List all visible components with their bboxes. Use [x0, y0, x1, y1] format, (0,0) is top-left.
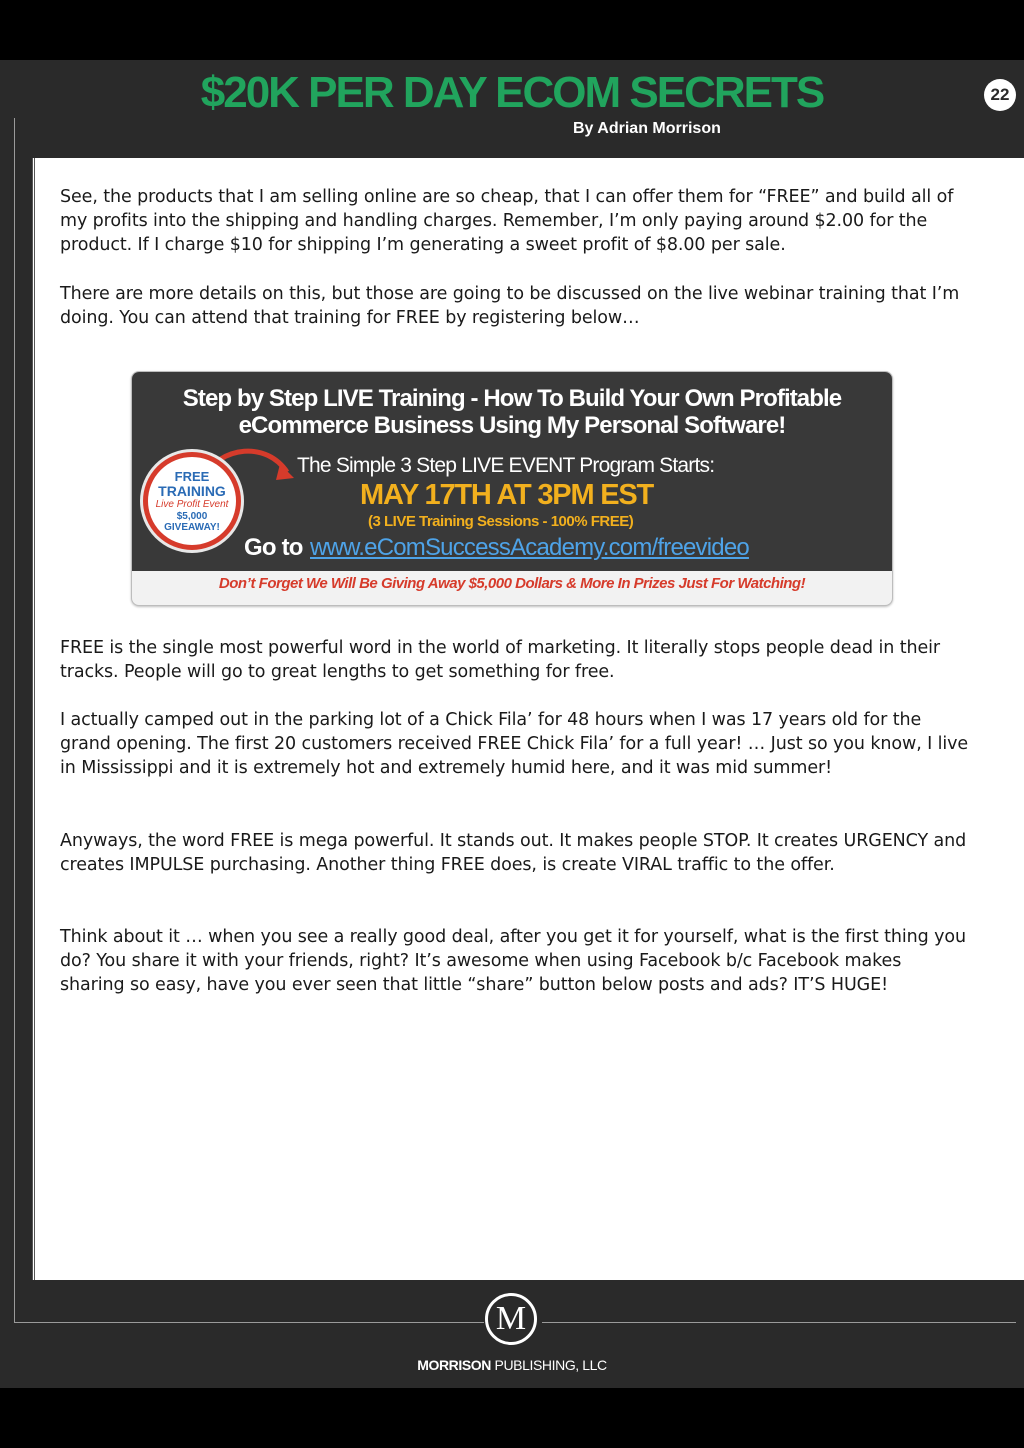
banner-headline	[132, 385, 892, 439]
giveaway-notice: Don’t Forget We Will Be Giving Away $5,000 Dollars & More In Prizes Just For Watching!	[218, 575, 806, 592]
free-training-badge	[143, 452, 241, 550]
paragraph: FREE is the single most powerful word in the world of marketing. It literally stops people dead in their tracks. People will go to great lengths to get something for free.	[60, 638, 941, 683]
logo-letter: M	[495, 1300, 527, 1337]
registration-link[interactable]: www.eComSuccessAcademy.com/freevideo	[310, 534, 749, 561]
banner-headline-line2: eCommerce Business Using My Personal Software!	[238, 412, 786, 439]
paragraph: See, the products that I am selling online are so cheap, that I can offer them for “FREE” and build all of my profits into the shipping and handling charges. Remember, I’m only paying around $2.00 for the product. If I charge $10 for shipping I’m generating a sweet profit of $8.00 per sale.	[60, 187, 954, 256]
page-title: $20K PER DAY ECOM SECRETS	[200, 68, 824, 117]
paragraph: Anyways, the word FREE is mega powerful. It stands out. It makes people STOP. It creates URGENCY and creates IMPULSE purchasing. Another thing FREE does, is create VIRAL traffic to the offer.	[60, 831, 967, 876]
paragraph: Think about it … when you see a really good deal, after you get it for yourself, what is the first thing you do? You share it with your friends, right? It’s awesome when using Facebook b/c Facebook makes sharing so easy, have you ever seen that little “share” button below posts and ads? IT’S HUGE!	[60, 927, 966, 996]
training-banner[interactable]	[131, 371, 893, 606]
goto-label: Go to	[244, 534, 303, 561]
paragraph: There are more details on this, but those are going to be discussed on the live webinar training that I’m doing. You can attend that training for FREE by registering below…	[60, 284, 960, 329]
author-byline: By Adrian Morrison	[573, 120, 721, 137]
badge-event-label: Live Profit Event	[155, 499, 229, 510]
publisher-name	[0, 1357, 1024, 1373]
badge-free-label: FREE	[174, 469, 210, 484]
paragraph: I actually camped out in the parking lot of a Chick Fila’ for 48 hours when I was 17 years old for the grand opening. The first 20 customers received FREE Chick Fila’ for a full year! … Just so you know, I live in Mississippi and it is extremely hot and extremely humid here, and it was mid summer!	[60, 710, 969, 779]
publisher-logo-icon	[485, 1293, 537, 1345]
footer-rule	[14, 1322, 484, 1323]
badge-amount-label: $5,000	[176, 511, 208, 522]
badge-giveaway-label: GIVEAWAY!	[164, 522, 220, 533]
banner-headline-line1: Step by Step LIVE Training - How To Build Your Own Profitable	[182, 385, 842, 412]
banner-subheading: The Simple 3 Step LIVE EVENT Program Starts:	[297, 454, 715, 477]
event-date: MAY 17TH AT 3PM EST	[360, 479, 654, 511]
page-number-badge: 22	[984, 79, 1016, 111]
frame-rule	[14, 118, 15, 1322]
event-sessions: (3 LIVE Training Sessions - 100% FREE)	[368, 513, 634, 530]
badge-training-label: TRAINING	[158, 483, 226, 499]
footer-rule	[542, 1322, 1016, 1323]
publisher-name-rest: PUBLISHING, LLC	[491, 1357, 607, 1373]
publisher-name-bold: MORRISON	[417, 1357, 492, 1373]
